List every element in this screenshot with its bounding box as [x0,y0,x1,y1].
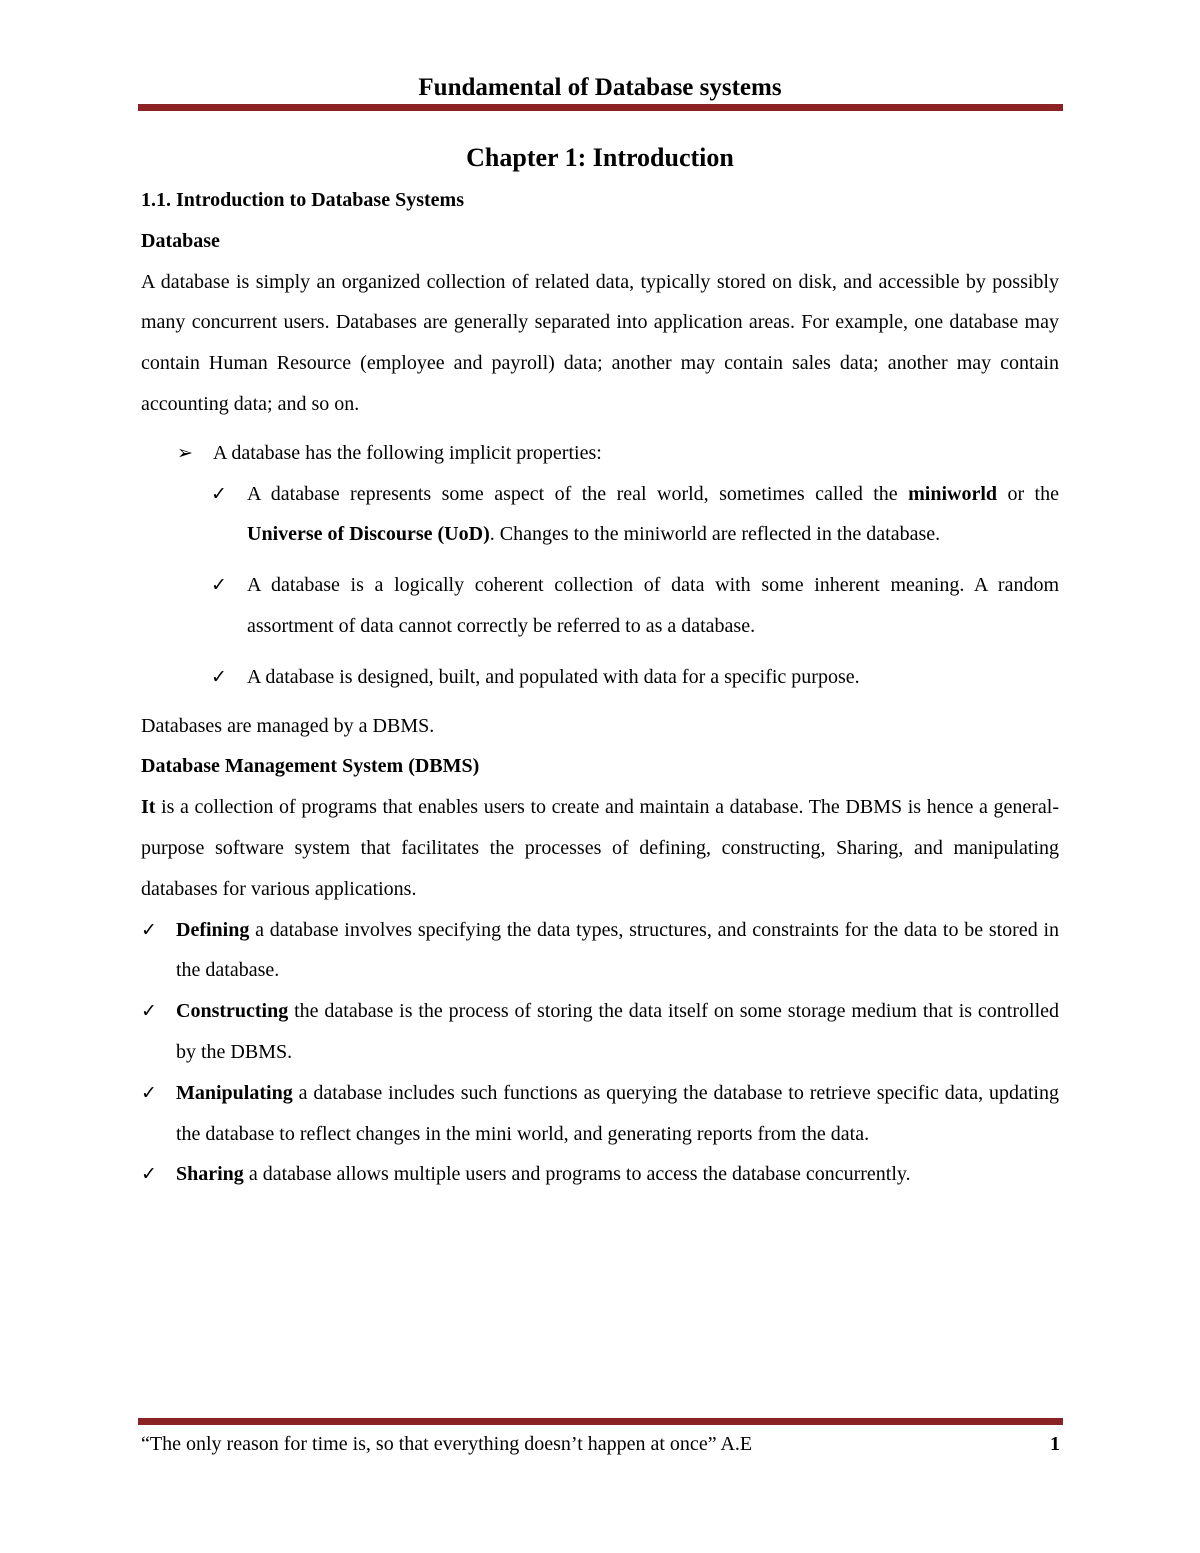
term-universe-of-discourse: Universe of Discourse (UoD) [247,523,490,546]
arrow-bullet-icon: ➢ [177,441,193,464]
database-heading: Database [141,229,220,252]
database-paragraph: A database is simply an organized collection of related data, typically stored on disk, and accessible by possibly many concurrent users. Databases are generally separated into application areas. For example, one database may contain Human Resource (employee and payroll) data; another may contain sales data; another may contain accounting data; and so on. [141,270,1059,415]
page-body [141,138,1059,1195]
footer-rule [138,1418,1063,1425]
dbms-function-term: Sharing [176,1163,244,1186]
dbms-function-item [141,991,1059,1073]
dbms-function-item [141,910,1059,992]
dbms-heading: Database Management System (DBMS) [141,755,480,778]
property-text-pre: A database represents some aspect of the real world, sometimes called the [247,482,909,505]
property-text: A database is a logically coherent collection of data with some inherent meaning. A random assortment of data cannot correctly be referred to as a database. [247,574,1059,637]
property-text: A database is designed, built, and populated with data for a specific purpose. [247,665,860,688]
properties-intro: A database has the following implicit properties: [213,441,602,464]
properties-list [141,433,1059,698]
dbms-function-text: the database is the process of storing the data itself on some storage medium that is controlled by the DBMS. [176,1000,1059,1063]
dbms-function-term: Defining [176,918,250,941]
managed-by-text: Databases are managed by a DBMS. [141,714,435,737]
term-miniworld: miniworld [908,482,998,505]
dbms-function-term: Constructing [176,1000,289,1023]
dbms-intro-text: is a collection of programs that enables users to create and maintain a database. The DBMS is hence a general-purpose software system that facilitates the processes of defining, constructing, Sharing, and manipulating databases for various applications. [141,796,1059,900]
checkmark-icon: ✓ [141,918,157,941]
dbms-function-text: a database includes such functions as querying the database to retrieve specific data, updating the database to reflect changes in the mini world, and generating reports from the data. [176,1081,1059,1145]
property-items [141,474,1059,698]
dbms-function-item [141,1154,1059,1195]
checkmark-icon: ✓ [211,574,227,597]
property-item [141,565,1059,647]
chapter-title: Chapter 1: Introduction [466,143,734,172]
header-rule [138,104,1063,111]
dbms-paragraph [141,787,1059,909]
dbms-function-item [141,1073,1059,1155]
property-text-mid: or the [997,482,1059,505]
property-item [141,657,1059,698]
property-text-post: . Changes to the miniworld are reflected in the database. [489,523,941,546]
property-item [141,474,1059,556]
section-heading: 1.1. Introduction to Database Systems [141,189,464,211]
checkmark-icon: ✓ [141,1081,157,1104]
checkmark-icon: ✓ [141,1000,157,1023]
page-number: 1 [1050,1433,1060,1455]
dbms-function-text: a database allows multiple users and programs to access the database concurrently. [243,1163,911,1186]
checkmark-icon: ✓ [211,482,227,505]
dbms-function-term: Manipulating [176,1081,293,1104]
checkmark-icon: ✓ [211,665,227,688]
header-title: Fundamental of Database systems [418,74,782,101]
properties-intro-item [141,433,1059,474]
footer-quote: “The only reason for time is, so that everything doesn’t happen at once” A.E [141,1433,753,1455]
dbms-functions-list [141,910,1059,1196]
dbms-function-text: a database involves specifying the data types, structures, and constraints for the data to be stored in the database. [176,918,1059,982]
dbms-intro-bold: It [141,796,156,819]
checkmark-icon: ✓ [141,1163,157,1186]
